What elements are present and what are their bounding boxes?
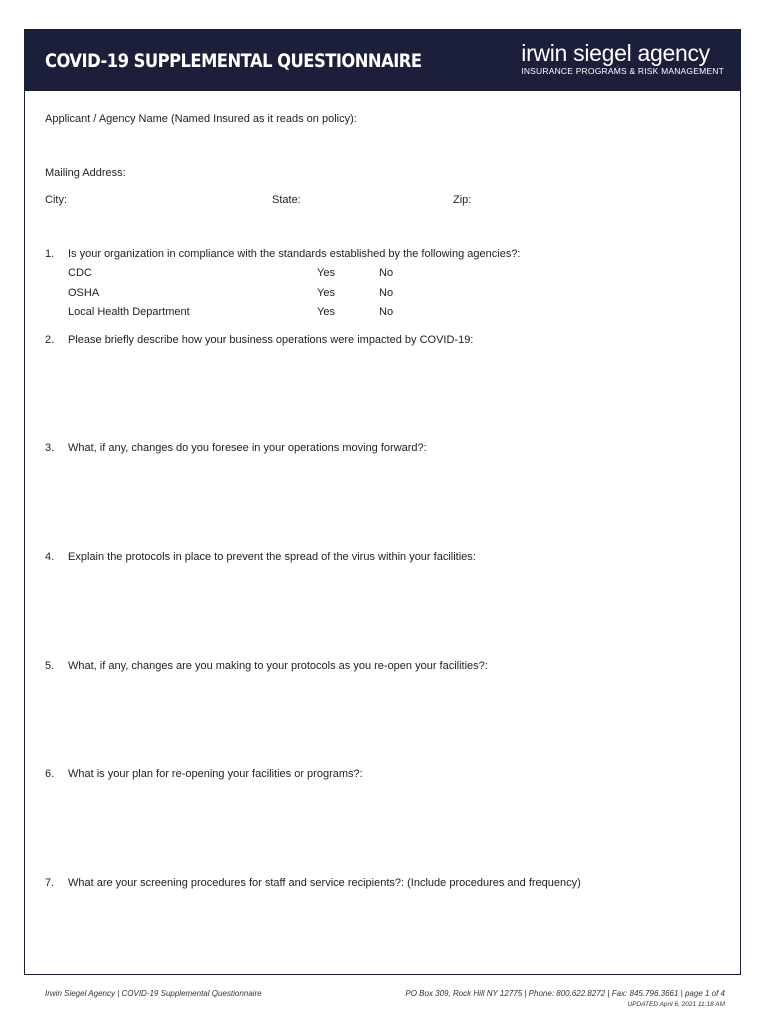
question-text: What are your screening procedures for staff and service recipients?: (Include procedures and frequency) [68, 877, 581, 889]
header-bar [25, 30, 740, 91]
agency-logo [521, 42, 724, 76]
question-number: 4. [45, 551, 55, 563]
agency-no-option[interactable]: No [379, 306, 394, 318]
agency-yes-option[interactable]: Yes [317, 287, 335, 299]
applicant-name-label: Applicant / Agency Name (Named Insured as it reads on policy): [45, 113, 357, 125]
question-number: 1. [45, 248, 55, 260]
agency-name: Local Health Department [68, 306, 190, 318]
question-text: What, if any, changes do you foresee in your operations moving forward?: [68, 442, 427, 454]
agency-no-option[interactable]: No [379, 267, 394, 279]
question-text: Please briefly describe how your business operations were impacted by COVID-19: [68, 334, 474, 346]
question-text: What, if any, changes are you making to your protocols as you re-open your facilities?: [68, 660, 488, 672]
agency-logo-tagline: INSURANCE PROGRAMS & RISK MANAGEMENT [521, 66, 724, 76]
city-label: City: [45, 194, 67, 206]
footer-contact-info: PO Box 309, Rock Hill NY 12775 | Phone: 800.622.8272 | Fax: 845.796.3661 | page 1 of 4 [405, 989, 725, 998]
agency-no-option[interactable]: No [379, 287, 394, 299]
state-label: State: [272, 194, 301, 206]
agency-name: CDC [68, 267, 92, 279]
agency-logo-name: irwin siegel agency [521, 40, 710, 66]
footer-updated-date: UPDATED April 6, 2021 11:18 AM [627, 1001, 725, 1008]
zip-label: Zip: [453, 194, 472, 206]
agency-yes-option[interactable]: Yes [317, 306, 335, 318]
form-page-frame [24, 29, 741, 975]
question-text: Explain the protocols in place to prevent the spread of the virus within your facilities: [68, 551, 476, 563]
agency-name: OSHA [68, 287, 100, 299]
agency-yes-option[interactable]: Yes [317, 267, 335, 279]
question-number: 2. [45, 334, 55, 346]
question-number: 3. [45, 442, 55, 454]
question-text: What is your plan for re-opening your facilities or programs?: [68, 768, 363, 780]
mailing-address-label: Mailing Address: [45, 167, 126, 179]
question-number: 5. [45, 660, 55, 672]
question-number: 6. [45, 768, 55, 780]
footer-form-name: Irwin Siegel Agency | COVID-19 Supplemental Questionnaire [45, 989, 262, 998]
question-text: Is your organization in compliance with the standards established by the following agencies?: [68, 248, 521, 260]
form-title: COVID-19 SUPPLEMENTAL QUESTIONNAIRE [45, 50, 422, 72]
question-number: 7. [45, 877, 55, 889]
